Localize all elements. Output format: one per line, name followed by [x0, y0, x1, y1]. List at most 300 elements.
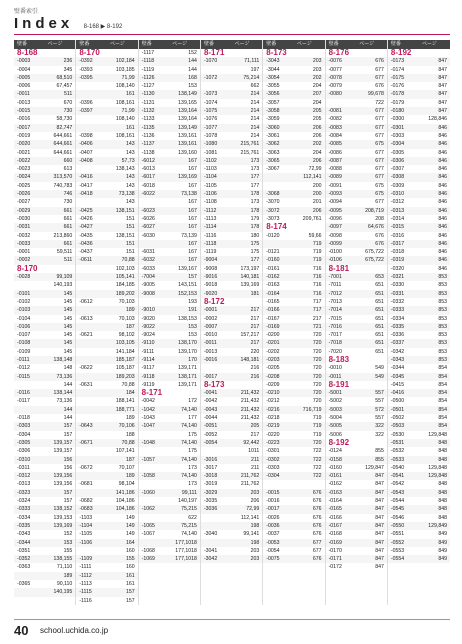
item-code: -0017 [266, 506, 280, 513]
index-row [139, 140, 200, 148]
item-page: 847 [438, 108, 448, 115]
index-row [201, 198, 262, 206]
item-code: -1104 [203, 174, 217, 181]
item-page: 717 [312, 307, 322, 314]
index-row [76, 223, 137, 231]
item-page: 167 [188, 240, 197, 247]
item-page: 139,149 [178, 124, 197, 131]
item-code: -0095 [328, 207, 342, 214]
index-row [326, 505, 387, 513]
index-row [326, 165, 387, 173]
item-code: -1118 [203, 240, 217, 247]
item-page: 722 [312, 448, 322, 455]
item-page: 720 [312, 398, 322, 405]
item-code: -0089 [328, 174, 342, 181]
item-page: 203 [250, 556, 260, 563]
index-row [326, 256, 387, 264]
item-code: -0031 [17, 224, 31, 231]
item-code: -3063 [266, 149, 280, 156]
item-code: -0553 [390, 547, 405, 554]
item-code: -7012 [328, 290, 342, 297]
index-row [14, 447, 75, 455]
item-page: 651 [375, 340, 384, 347]
index-row [76, 99, 137, 107]
index-row [263, 240, 324, 248]
column-header-code: 壁番 [141, 41, 152, 47]
item-code: -0317 [390, 240, 405, 247]
item-page: 557 [375, 415, 384, 422]
item-code: -0426 [79, 215, 93, 222]
item-page: 167 [188, 199, 197, 206]
item-page: 164 [125, 539, 135, 546]
item-page: 143 [125, 141, 135, 148]
item-page: 153 [188, 83, 197, 90]
item-page: 160 [125, 564, 135, 571]
index-row [14, 165, 75, 173]
item-page: 847 [375, 506, 384, 513]
item-code: -0314 [390, 215, 405, 222]
index-row [263, 356, 324, 364]
index-row [263, 207, 324, 215]
index-row [14, 472, 75, 480]
item-code: -0011 [328, 373, 342, 380]
item-code: -1132 [141, 108, 155, 115]
item-page: 720 [312, 390, 322, 397]
index-row [14, 406, 75, 414]
item-page: 849 [438, 531, 448, 538]
item-page: 853 [438, 315, 448, 322]
item-code: -0033 [17, 240, 31, 247]
item-code: -0337 [390, 340, 405, 347]
item-page: 82,747 [56, 124, 73, 131]
index-row [326, 149, 387, 157]
item-code [14, 406, 45, 414]
item-code [76, 265, 107, 273]
item-page: 184,185 [115, 282, 135, 289]
item-page: 157,217 [240, 332, 260, 339]
item-code: -0158 [328, 456, 342, 463]
item-page: 141,184 [115, 348, 135, 355]
item-code: -0313 [17, 481, 31, 488]
item-page: 716 [312, 265, 322, 272]
item-page: 145 [63, 348, 73, 355]
item-page: 676 [312, 522, 322, 529]
item-code: -0681 [79, 481, 93, 488]
index-row [201, 339, 262, 347]
item-code: -0121 [266, 249, 280, 256]
index-row [201, 464, 262, 472]
index-row [388, 381, 450, 389]
item-code: -0017 [203, 373, 218, 380]
item-page: 200 [312, 191, 322, 198]
item-code: -0176 [390, 83, 405, 90]
item-code: -9018 [203, 282, 218, 289]
index-row [201, 539, 262, 547]
item-code: -0170 [328, 547, 342, 554]
index-row [76, 115, 137, 123]
item-code: -7001 [328, 274, 342, 281]
index-row [326, 547, 387, 555]
item-code [201, 82, 232, 90]
item-page: 720 [312, 340, 322, 347]
item-code: -0167 [328, 522, 342, 529]
item-page: 75,215 [181, 506, 197, 513]
item-code [76, 115, 107, 123]
index-column [388, 40, 450, 605]
item-code: -0303 [17, 423, 31, 430]
item-code: -0212 [266, 398, 280, 405]
index-row [388, 90, 450, 98]
section-code: 8-173 [203, 380, 225, 389]
item-page: 189 [125, 415, 135, 422]
index-row [14, 256, 75, 264]
index-row [14, 331, 75, 339]
index-row [388, 74, 450, 82]
item-page: 855 [375, 456, 384, 463]
index-row [326, 240, 387, 248]
item-page: 112,141 [240, 514, 260, 521]
section-heading [76, 49, 137, 57]
column-header-code: 壁番 [17, 41, 28, 47]
item-code: -0054 [266, 547, 280, 554]
item-page: 661 [63, 207, 73, 214]
item-code: -0363 [17, 564, 31, 571]
item-code: -0554 [390, 556, 405, 563]
index-row [388, 439, 450, 447]
index-row [326, 157, 387, 165]
index-row [139, 265, 200, 273]
item-code: -0086 [328, 149, 342, 156]
column-header-page: ページ [359, 41, 375, 47]
item-page: 139,169 [178, 174, 197, 181]
item-page: 108,161 [115, 99, 135, 106]
item-page: 677 [375, 149, 384, 156]
index-row [326, 99, 387, 107]
item-page: 157 [125, 589, 135, 596]
item-page: 720 [312, 373, 322, 380]
item-code: -0075 [266, 556, 280, 563]
item-page: 203 [250, 547, 260, 554]
item-page: 59,66 [308, 232, 322, 239]
item-code: -0343 [17, 531, 31, 538]
item-code: -0007 [203, 323, 218, 330]
item-page: 722 [375, 99, 384, 106]
index-row [326, 563, 387, 571]
section-heading [201, 298, 262, 306]
index-row [76, 207, 137, 215]
item-page: 216 [250, 365, 260, 372]
index-row [139, 356, 200, 364]
item-page: 144 [188, 58, 197, 65]
item-page: 557 [375, 390, 384, 397]
index-row [388, 397, 450, 405]
item-page: 145 [63, 332, 73, 339]
index-row [263, 555, 324, 563]
item-code: -0171 [328, 556, 342, 563]
item-page: 153 [188, 323, 197, 330]
index-row [76, 66, 137, 74]
index-row [76, 597, 137, 605]
item-page: 217 [250, 307, 260, 314]
item-code: -7020 [328, 348, 342, 355]
item-page: 151 [125, 224, 135, 231]
item-page: 155 [125, 556, 135, 563]
item-code: -0427 [79, 224, 93, 231]
index-row [263, 331, 324, 339]
item-page: 847 [375, 539, 384, 546]
index-row [326, 364, 387, 372]
index-row [14, 431, 75, 439]
item-page: 156 [63, 456, 73, 463]
item-code: -0311 [17, 464, 30, 471]
section-code: 8-170 [17, 264, 38, 273]
item-code: -0304 [390, 141, 405, 148]
item-page: 71,99 [121, 108, 135, 115]
item-page: 847 [438, 99, 448, 106]
section-code: 8-192 [390, 49, 412, 57]
item-code: -0406 [79, 141, 93, 148]
item-code: -0024 [17, 174, 31, 181]
index-row [388, 290, 450, 298]
index-row [139, 348, 200, 356]
item-page: 102,184 [115, 58, 135, 65]
index-row [201, 149, 262, 157]
item-page: 847 [375, 522, 384, 529]
index-row [76, 431, 137, 439]
item-code: -6018 [141, 182, 155, 189]
item-page: 70,103 [118, 315, 135, 322]
index-row [326, 66, 387, 74]
item-page: 644,661 [53, 132, 73, 139]
index-row [388, 555, 450, 563]
item-code: -0102 [17, 298, 31, 305]
index-row [201, 232, 262, 240]
item-page: 854 [438, 398, 448, 405]
item-page: 157 [63, 498, 73, 505]
item-code [139, 431, 170, 439]
item-page: 152 [188, 50, 197, 56]
index-row [76, 240, 137, 248]
index-row [14, 456, 75, 464]
item-page: 112,141 [303, 174, 322, 181]
footer-rule [14, 619, 450, 620]
index-row [201, 555, 262, 563]
item-code: -0027 [17, 199, 31, 206]
index-row [139, 256, 200, 264]
item-page: 215,761 [240, 141, 260, 148]
item-code: -0172 [328, 564, 342, 571]
item-page: 207 [312, 91, 322, 98]
index-row [76, 373, 137, 381]
item-code: -1069 [141, 556, 155, 563]
item-page: 175 [188, 431, 197, 438]
item-code: -0091 [328, 182, 342, 189]
item-code: -6013 [141, 166, 155, 173]
item-code [76, 290, 107, 298]
item-code [139, 539, 170, 547]
item-code: -0306 [390, 157, 405, 164]
item-code: -0437 [79, 249, 93, 256]
index-row [263, 281, 324, 289]
item-code [14, 281, 45, 289]
item-page: 214 [250, 132, 260, 139]
item-code [76, 489, 107, 497]
item-code: -0161 [328, 473, 342, 480]
item-code: -0163 [328, 489, 342, 496]
item-page: 177,1018 [175, 556, 197, 563]
item-code: -1042 [141, 406, 155, 413]
item-page: 622 [188, 514, 197, 521]
item-page: 189 [125, 307, 135, 314]
item-code: -1138 [141, 149, 155, 156]
item-code: -0310 [390, 191, 405, 198]
index-row [14, 248, 75, 256]
item-page: 676 [375, 83, 384, 90]
index-row [388, 107, 450, 115]
index-row [326, 539, 387, 547]
item-code: -9016 [203, 274, 218, 281]
index-row [76, 132, 137, 140]
item-page: 102,103 [115, 265, 135, 272]
item-page: 854 [438, 423, 448, 430]
item-page: 848 [438, 489, 448, 496]
item-page: 98,104 [118, 481, 135, 488]
item-page: 188,771 [115, 406, 135, 413]
item-page: 720 [312, 348, 322, 355]
item-page: 178 [250, 191, 260, 198]
item-code: -0180 [390, 108, 405, 115]
item-page: 853 [438, 332, 448, 339]
index-row [14, 115, 75, 123]
index-row [263, 157, 324, 165]
item-code: -1116 [203, 232, 217, 239]
item-page: 177 [250, 257, 260, 264]
item-code: -1065 [141, 522, 155, 529]
item-page: 157 [188, 274, 197, 281]
index-row [326, 414, 387, 422]
index-row [201, 248, 262, 256]
index-row [14, 306, 75, 314]
item-page: 92,442 [243, 439, 260, 446]
item-code: -0303 [266, 464, 280, 471]
index-row [326, 232, 387, 240]
index-row [388, 505, 450, 513]
item-page: 67,457 [56, 83, 73, 90]
index-row [263, 439, 324, 447]
item-code: -1074 [203, 99, 218, 106]
item-code: -6032 [141, 257, 155, 264]
item-page: 70,88 [121, 439, 135, 446]
item-code: -3057 [266, 99, 280, 106]
item-code: -0210 [266, 390, 280, 397]
index-row [201, 281, 262, 289]
index-row [263, 547, 324, 555]
index-row [388, 356, 450, 364]
section-heading [263, 223, 324, 231]
index-row [139, 149, 200, 157]
item-code: -0308 [390, 174, 405, 181]
item-code: -0550 [390, 522, 405, 529]
item-page: 140,197 [178, 498, 197, 505]
item-page: 720 [312, 365, 322, 372]
index-row [14, 74, 75, 82]
item-code: -0167 [266, 315, 280, 322]
index-row [201, 431, 262, 439]
index-row [326, 248, 387, 256]
index-row [139, 323, 200, 331]
index-row [201, 107, 262, 115]
item-page: 206 [312, 157, 322, 164]
item-page: 161 [125, 91, 135, 98]
item-page: 719 [312, 423, 322, 430]
index-row [388, 132, 450, 140]
item-page: 613 [63, 166, 73, 173]
item-code: -0425 [79, 207, 93, 214]
column-header [14, 40, 75, 49]
item-code: -1115 [79, 589, 92, 596]
item-page: 677 [375, 116, 384, 123]
item-code: -0161 [266, 265, 280, 272]
item-code: -0023 [17, 166, 31, 173]
index-row [14, 373, 75, 381]
item-page: 721 [312, 323, 322, 330]
item-code: -5002 [328, 398, 342, 405]
item-page: 149 [125, 522, 135, 529]
item-page: 139,153 [53, 514, 73, 521]
item-page: 676 [312, 489, 322, 496]
index-row [388, 149, 450, 157]
index-row [76, 57, 137, 65]
item-code: -0087 [328, 157, 342, 164]
item-page: 213,860 [53, 232, 73, 239]
item-page: 139,156 [53, 473, 73, 480]
item-code: -0169 [266, 323, 280, 330]
index-row [76, 588, 137, 596]
item-page: 167 [188, 257, 197, 264]
item-code: -1060 [141, 489, 155, 496]
index-row [139, 240, 200, 248]
section-heading [201, 381, 262, 389]
index-row [76, 190, 137, 198]
site-url[interactable]: school.uchida.co.jp [40, 626, 109, 635]
item-code: -1127 [141, 83, 155, 90]
item-page: 71,110 [56, 564, 73, 571]
section-code: 8-172 [203, 297, 225, 306]
item-page: 677 [375, 74, 384, 81]
index-row [76, 522, 137, 530]
item-code: -0082 [328, 116, 342, 123]
index-column [326, 40, 388, 605]
item-code: -0108 [17, 340, 31, 347]
index-row [326, 57, 387, 65]
index-row [388, 315, 450, 323]
section-code: 8-173 [266, 49, 287, 57]
item-code [76, 547, 107, 555]
index-row [139, 157, 200, 165]
item-code: -0052 [203, 431, 218, 438]
index-row [139, 207, 200, 215]
item-code: -1111 [79, 564, 92, 571]
item-code: -3067 [266, 166, 280, 173]
item-page: 72,99 [308, 166, 322, 173]
item-page: 140,181 [240, 274, 260, 281]
index-row [201, 256, 262, 264]
item-code: -0544 [390, 498, 405, 505]
index-row [388, 215, 450, 223]
index-row [388, 414, 450, 422]
column-header-page: ページ [109, 41, 125, 47]
item-page: 58,730 [56, 116, 73, 123]
